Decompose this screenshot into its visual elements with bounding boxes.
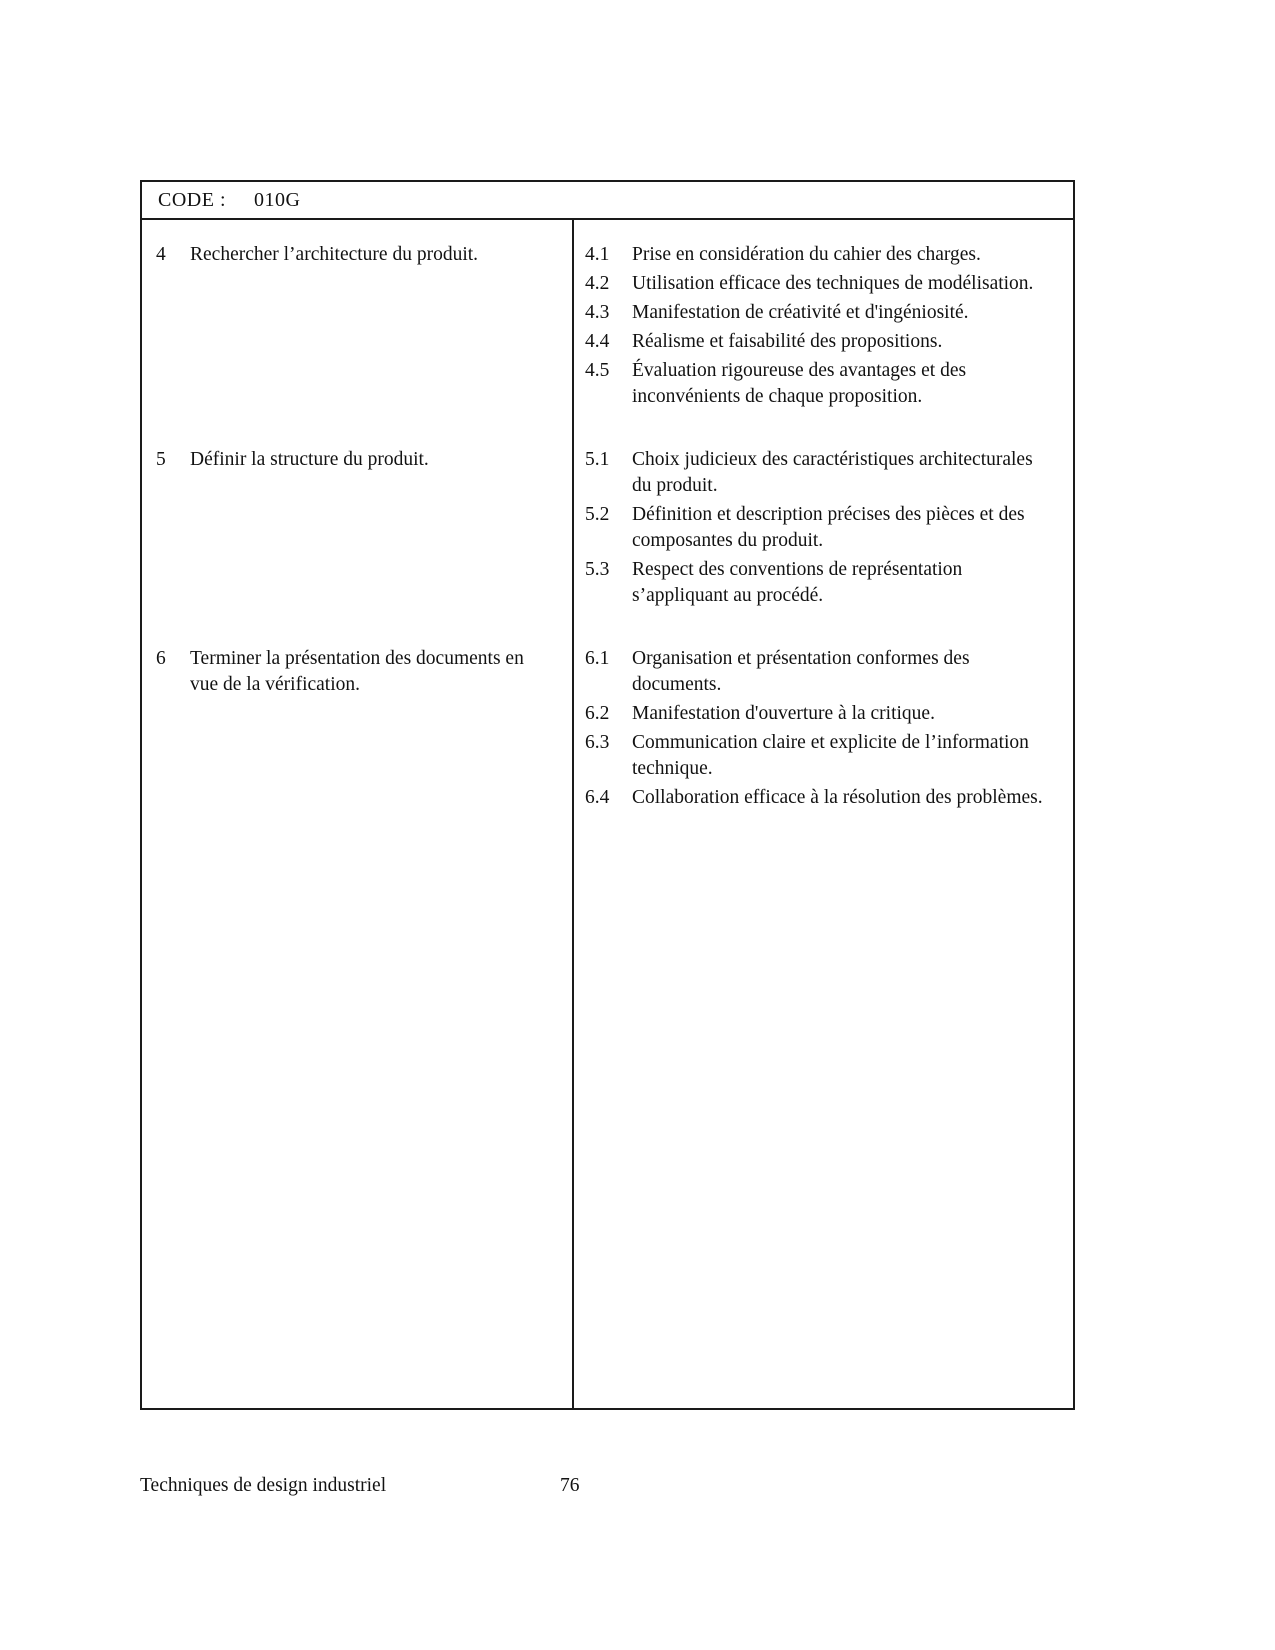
footer-document-title: Techniques de design industriel — [140, 1475, 387, 1496]
objective-text: Définir la structure du produit. — [190, 449, 429, 470]
criterion-text: Choix judicieux des caractéristiques architecturales du produit. — [632, 449, 1033, 496]
criterion-text: Utilisation efficace des techniques de modélisation. — [632, 273, 1034, 294]
criteria-cell — [572, 646, 1073, 814]
criterion-number: 5.3 — [585, 559, 610, 580]
criterion-number: 6.3 — [585, 732, 610, 753]
criterion-text: Définition et description précises des pièces et des composantes du produit. — [632, 504, 1025, 551]
objective-cell — [142, 447, 572, 473]
criterion-item — [585, 242, 1053, 268]
criterion-item — [585, 358, 1053, 410]
code-value: 010G — [254, 188, 301, 211]
code-header-row — [142, 182, 1073, 220]
criterion-text: Manifestation de créativité et d'ingéniosité. — [632, 302, 969, 323]
criterion-number: 4.4 — [585, 331, 610, 352]
criterion-text: Respect des conventions de représentation s’appliquant au procédé. — [632, 559, 963, 606]
criterion-item — [585, 785, 1053, 811]
objective-number: 5 — [156, 449, 166, 470]
criterion-text: Collaboration efficace à la résolution des problèmes. — [632, 787, 1043, 808]
criterion-number: 4.5 — [585, 360, 610, 381]
table-body — [142, 220, 1073, 1408]
criterion-text: Organisation et présentation conformes des documents. — [632, 648, 970, 695]
criterion-item — [585, 730, 1053, 782]
criterion-item — [585, 447, 1053, 499]
criterion-item — [585, 502, 1053, 554]
column-divider — [572, 220, 574, 1408]
criterion-item — [585, 271, 1053, 297]
criterion-item — [585, 329, 1053, 355]
table-row-objective-4 — [142, 242, 1073, 413]
code-label: CODE : — [158, 188, 226, 211]
criterion-number: 6.1 — [585, 648, 610, 669]
evaluation-table — [140, 180, 1075, 1410]
criterion-item — [585, 300, 1053, 326]
criterion-number: 4.2 — [585, 273, 610, 294]
objective-cell — [142, 242, 572, 268]
criterion-number: 6.4 — [585, 787, 610, 808]
criterion-text: Prise en considération du cahier des charges. — [632, 244, 981, 265]
footer-page-number: 76 — [560, 1475, 580, 1496]
criterion-text: Réalisme et faisabilité des propositions. — [632, 331, 943, 352]
criterion-text: Communication claire et explicite de l’information technique. — [632, 732, 1029, 779]
criteria-cell — [572, 242, 1073, 413]
criterion-item — [585, 701, 1053, 727]
criterion-item — [585, 646, 1053, 698]
criterion-item — [585, 557, 1053, 609]
objective-cell — [142, 646, 572, 698]
criterion-number: 4.1 — [585, 244, 610, 265]
criterion-text: Évaluation rigoureuse des avantages et des inconvénients de chaque proposition. — [632, 360, 967, 407]
objective-number: 6 — [156, 648, 166, 669]
criterion-number: 5.2 — [585, 504, 610, 525]
objective-text: Rechercher l’architecture du produit. — [190, 244, 479, 265]
criterion-number: 6.2 — [585, 703, 610, 724]
table-row-objective-6 — [142, 646, 1073, 814]
objective-number: 4 — [156, 244, 166, 265]
criteria-cell — [572, 447, 1073, 612]
criterion-number: 5.1 — [585, 449, 610, 470]
table-row-objective-5 — [142, 447, 1073, 612]
criterion-text: Manifestation d'ouverture à la critique. — [632, 703, 935, 724]
objective-text: Terminer la présentation des documents en vue de la vérification. — [190, 648, 524, 695]
criterion-number: 4.3 — [585, 302, 610, 323]
